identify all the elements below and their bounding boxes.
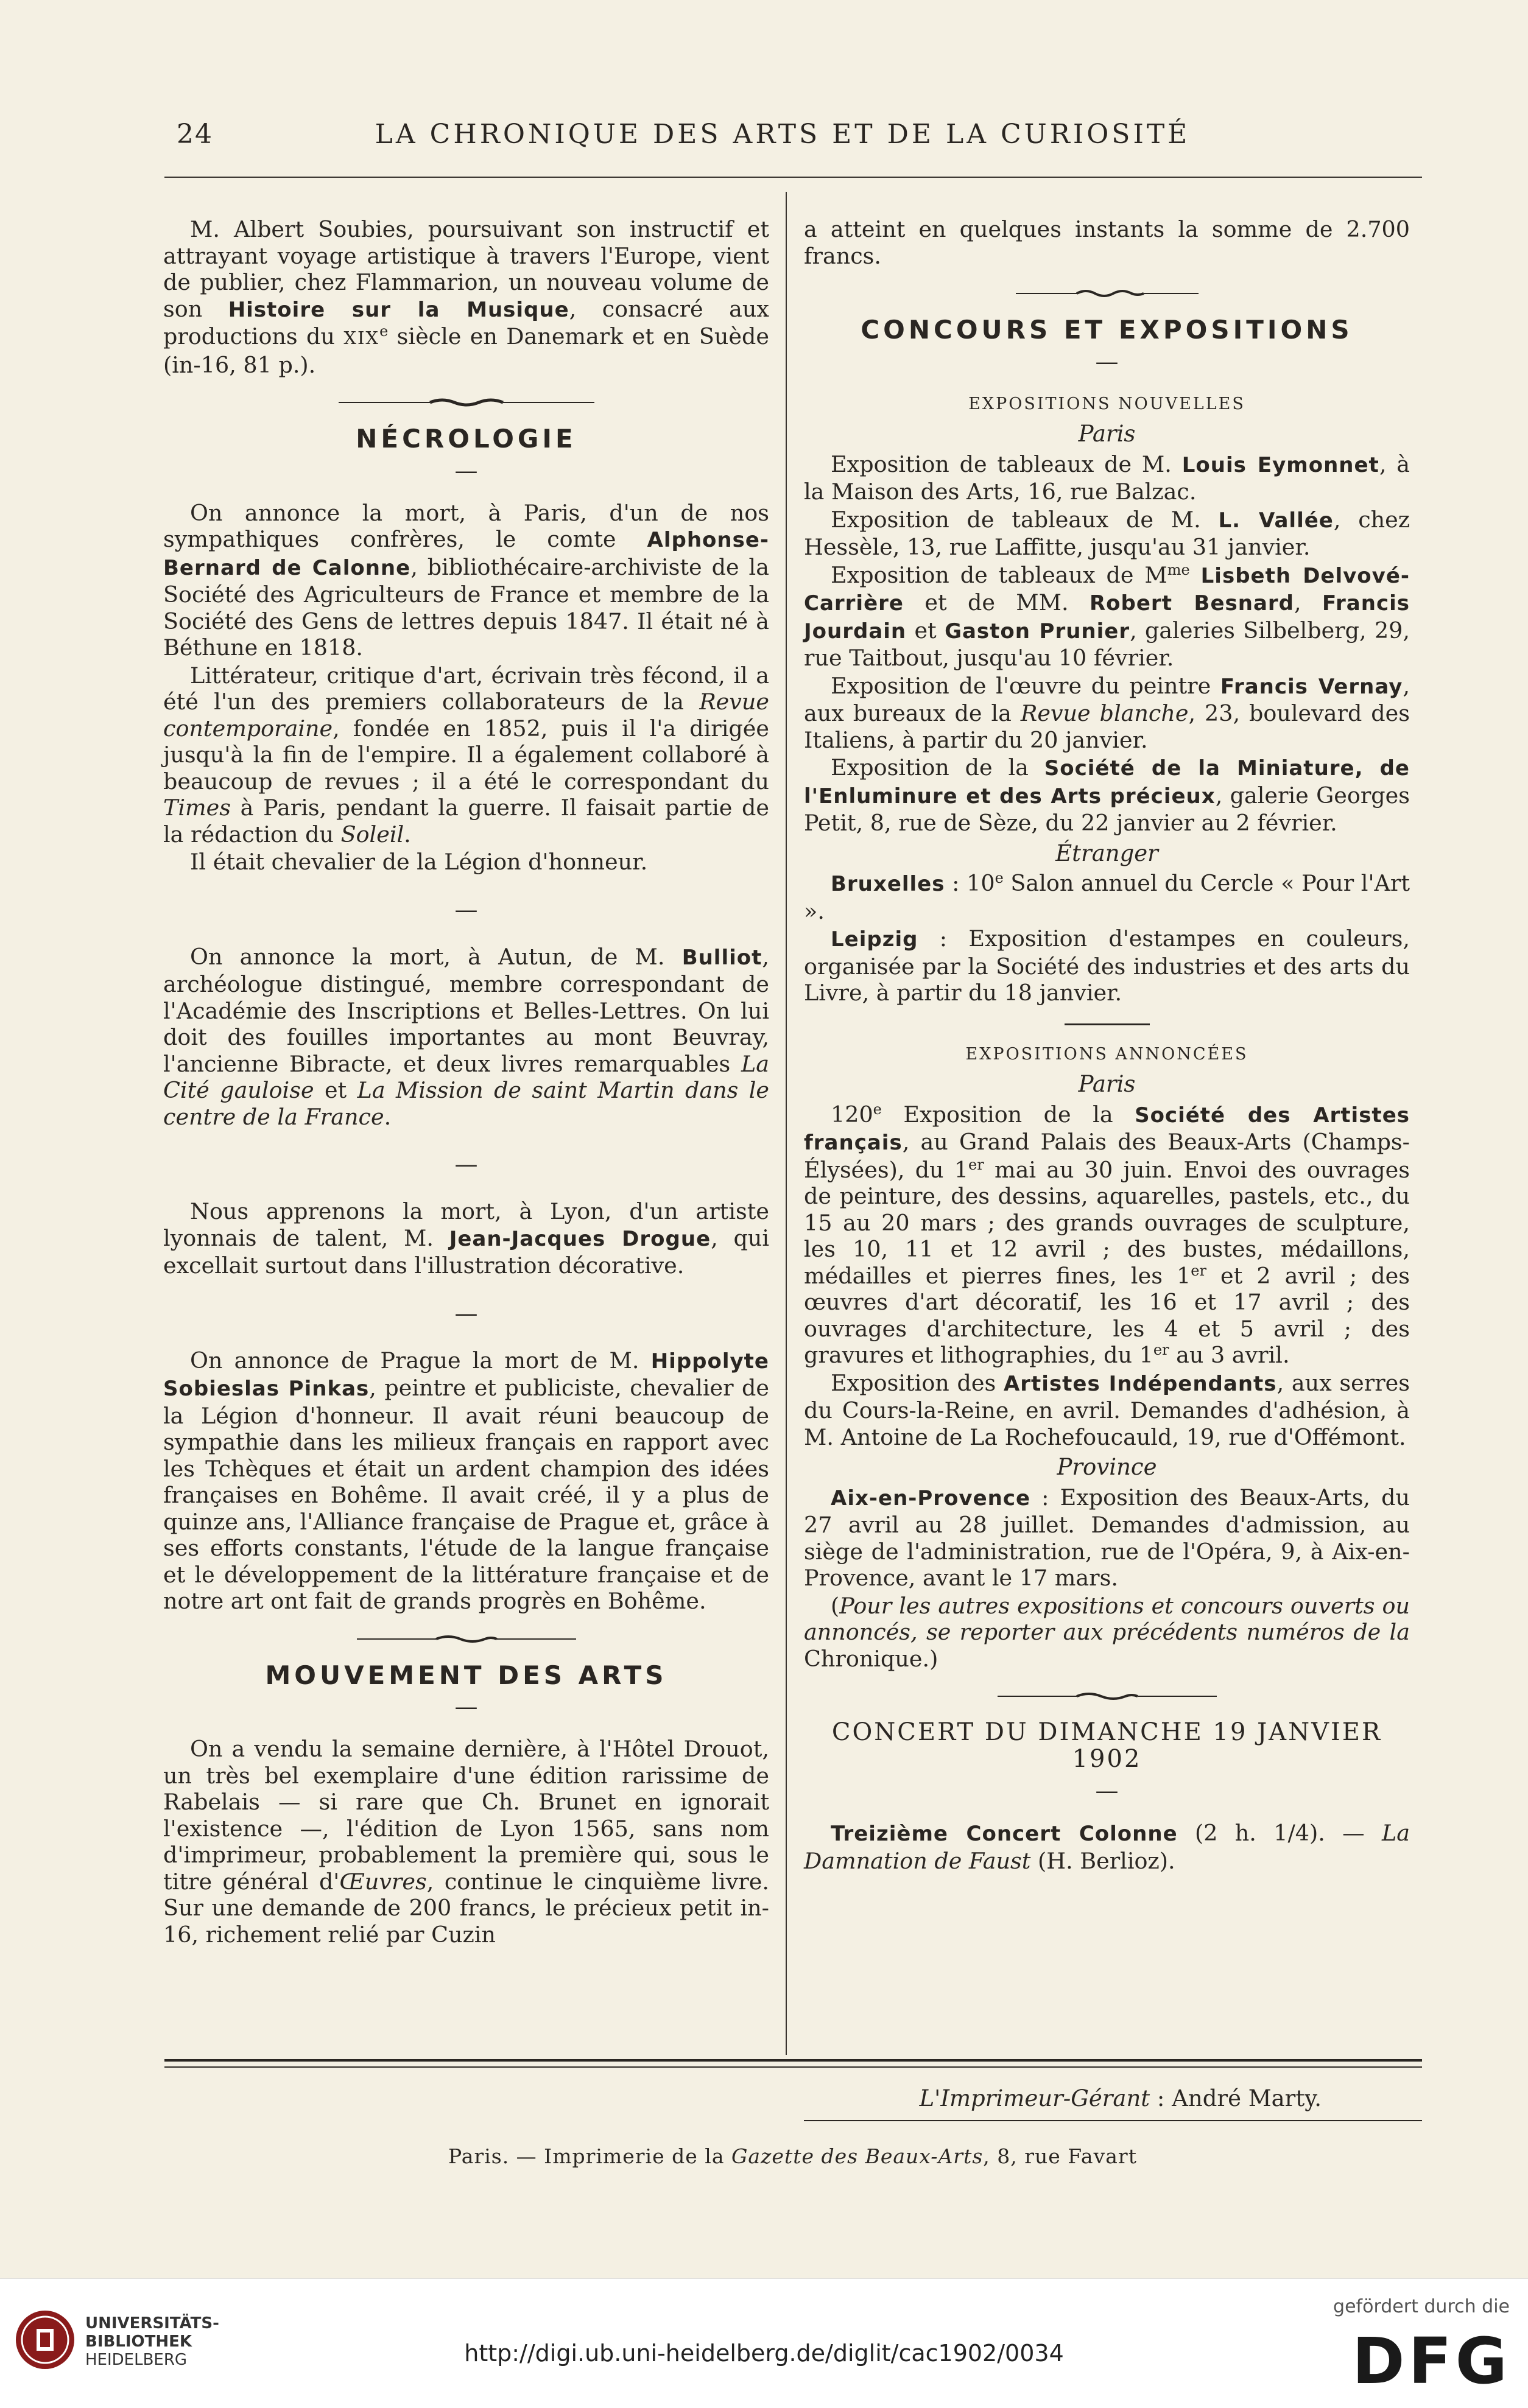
item-dash: — xyxy=(454,896,478,923)
page-number: 24 xyxy=(177,119,213,150)
section-title-concert: CONCERT DU DIMANCHE 19 JANVIER 1902 xyxy=(831,1718,1382,1773)
item-dash: — xyxy=(454,1151,478,1178)
ornament-divider xyxy=(1016,287,1199,300)
annonce-aix: Aix-en-Provence : Exposition des Beaux-Arts, du 27 avril au 28 juillet. Demandes d'admission, au siège de l'administration, rue de l'Opéra, 9, à Aix-en-Provence, avant le 17 mars. xyxy=(804,1484,1410,1591)
permalink[interactable]: http://digi.ub.uni-heidelberg.de/diglit/cac1902/0034 xyxy=(464,2340,1064,2367)
annonce-renvoi: (Pour les autres expositions et concours ouverts ou annoncés, se reporter aux précédents numéros de la Chronique.) xyxy=(804,1592,1410,1672)
annonce-independants: Exposition des Artistes Indépendants, aux serres du Cours-la-Reine, en avril. Demandes d'adhésion, à M. Antoine de La Rochefoucauld, 19, rue d'Offémont. xyxy=(804,1369,1410,1450)
printer-line: Paris. — Imprimerie de la Gazette des Beaux-Arts, 8, rue Favart xyxy=(448,2144,1137,2168)
exposition-eymonnet: Exposition de tableaux de M. Louis Eymonnet, à la Maison des Arts, 16, rue Balzac. xyxy=(804,451,1410,505)
exposition-vernay: Exposition de l'œuvre du peintre Francis Vernay, aux bureaux de la Revue blanche, 23, boulevard des Italiens, à partir du 20 janvier. xyxy=(804,672,1410,753)
section-dash: — xyxy=(454,457,478,484)
necrology-calonne-3: Il était chevalier de la Légion d'honneur. xyxy=(190,849,648,875)
page-header xyxy=(177,119,1389,161)
imprimeur-rule xyxy=(804,2120,1422,2121)
exposition-delvove: Exposition de tableaux de $M^{me}$ Lisbeth Delvové-Carrière et de MM. Robert Besnard, Francis Jourdain et Gaston Prunier, galeries Silbelberg, 29, rue Taitbout, jusqu'au 10 février. xyxy=(804,561,1410,671)
footer-rule xyxy=(164,2059,1422,2062)
necrology-bulliot: On annonce la mort, à Autun, de M. Bulliot, archéologue distingué, membre correspondant de l'Académie des Inscriptions et Belles-Lettres. On lui doit des fouilles importantes au mont Beuvray, l'ancienne Bibracte, et deux livres remarquables La Cité gauloise et La Mission de saint Martin dans le centre de la France. xyxy=(163,943,770,1130)
imprimeur-gerant: L'Imprimeur-Gérant : André Marty. xyxy=(919,2085,1322,2111)
necrology-pinkas: On annonce de Prague la mort de M. Hippolyte Sobieslas Pinkas, peintre et publiciste, chevalier de la Légion d'honneur. Il avait réuni beaucoup de sympathie dans les milieux français en rapport avec les Tchèques et était un ardent champion des idées françaises en Bohême. Il avait créé, il y a plus de quinze ans, l'Alliance française de Prague et, grâce à ses efforts constants, l'étude de la langue française et le développement de la littérature française et de notre art ont fait de grands progrès en Bohême. xyxy=(163,1347,769,1614)
ornament-divider xyxy=(339,396,594,409)
section-dash: — xyxy=(1095,348,1119,375)
section-title-concours: CONCOURS ET EXPOSITIONS xyxy=(861,315,1353,345)
intro-paragraph: M. Albert Soubies, poursuivant son instructif et attrayant voyage artistique à travers l'Europe, vient de publier, chez Flammarion, un nouveau volume de son Histoire sur la Musique, consacré aux productions du XIXe siècle en Danemark et en Suède (in-16, 81 p.). xyxy=(163,216,769,378)
place-paris: Paris xyxy=(1078,1071,1136,1097)
continuation-paragraph: a atteint en quelques instants la somme de 2.700 francs. xyxy=(804,216,1410,269)
short-rule xyxy=(1065,1023,1150,1025)
place-province: Province xyxy=(1057,1454,1157,1480)
ornament-divider xyxy=(357,1633,576,1645)
place-paris: Paris xyxy=(1078,421,1136,447)
subhead-annoncees: EXPOSITIONS ANNONCÉES xyxy=(965,1044,1248,1064)
subhead-nouvelles: EXPOSITIONS NOUVELLES xyxy=(968,394,1245,413)
exposition-leipzig: Leipzig : Exposition d'estampes en couleurs, organisée par la Société des industries et des arts du Livre, à partir du 18 janvier. xyxy=(804,925,1410,1006)
section-title-mouvement: MOUVEMENT DES ARTS xyxy=(265,1660,667,1690)
section-title-necrologie: NÉCROLOGIE xyxy=(356,424,577,454)
ornament-divider xyxy=(998,1690,1217,1702)
necrology-calonne: On annonce la mort, à Paris, d'un de nos sympathiques confrères, le comte Alphonse-Bernard de Calonne, bibliothécaire-archiviste de la Société des Agriculteurs de France et membre de la Société des Gens de lettres depuis 1847. Il était né à Béthune en 1818. xyxy=(163,499,769,661)
necrology-calonne-2: Littérateur, critique d'art, écrivain très fécond, il a été l'un des premiers collaborateurs de la Revue contemporaine, fondée en 1852, puis il l'a dirigée jusqu'à la fin de l'empire. Il a également collaboré à beaucoup de revues ; il a été le correspondant du Times à Paris, pendant la guerre. Il faisait partie de la rédaction du Soleil. xyxy=(163,662,769,848)
right-column xyxy=(804,216,1410,1874)
section-dash: — xyxy=(1095,1777,1119,1804)
exposition-vallee: Exposition de tableaux de M. L. Vallée, chez Hessèle, 13, rue Laffitte, jusqu'au 31 janvier. xyxy=(804,506,1410,560)
annonce-artistes-francais: 120e Exposition de la Société des Artistes français, au Grand Palais des Beaux-Arts (Champs-Élysées), du 1er mai au 30 juin. Envoi des ouvrages de peinture, des dessins, aquarelles, pastels, etc., du 15 au 20 mars ; des grands ouvrages de sculpture, les 10, 11 et 12 avril ; des bustes, médaillons, médailles et pierres fines, les 1er et 2 avril ; des œuvres d'art décoratif, les 16 et 17 avril ; des ouvrages d'architecture, les 4 et 5 avril ; des gravures et lithographies, du 1er au 3 avril. xyxy=(804,1100,1410,1368)
running-head: LA CHRONIQUE DES ARTS ET DE LA CURIOSITÉ xyxy=(375,119,1191,150)
library-name: UNIVERSITÄTS- BIBLIOTHEK HEIDELBERG xyxy=(85,2314,219,2369)
item-dash: — xyxy=(454,1299,478,1327)
digitization-footer xyxy=(0,2278,1528,2408)
header-rule xyxy=(164,177,1422,178)
concert-colonne: Treizième Concert Colonne (2 h. 1/4). — La Damnation de Faust (H. Berlioz). xyxy=(804,1820,1410,1874)
left-column xyxy=(163,216,769,1948)
column-divider xyxy=(786,192,787,2055)
necrology-drogue: Nous apprenons la mort, à Lyon, d'un artiste lyonnais de talent, M. Jean-Jacques Drogue, qui excellait surtout dans l'illustration décorative. xyxy=(163,1198,769,1279)
footer-rule xyxy=(164,2066,1422,2068)
dfg-logo: DFG xyxy=(1352,2324,1511,2398)
mouvement-rabelais: On a vendu la semaine dernière, à l'Hôtel Drouot, un très bel exemplaire d'une édition rarissime de Rabelais — si rare que Ch. Brunet en ignorait l'existence —, l'édition de Lyon 1565, sans nom d'imprimeur, probablement la première qui, sous le titre général d'Œuvres, continue le cinquième livre. Sur une demande de 200 francs, le précieux petit in-16, richement relié par Cuzin xyxy=(163,1736,769,1948)
exposition-miniature: Exposition de la Société de la Miniature, de l'Enluminure et des Arts précieux, galerie Georges Petit, 8, rue de Sèze, du 22 janvier au 2 février. xyxy=(804,754,1410,836)
exposition-bruxelles: Bruxelles : 10e Salon annuel du Cercle « Pour l'Art ». xyxy=(804,869,1410,924)
funded-by-label: gefördert durch die xyxy=(1333,2296,1510,2317)
place-etranger: Étranger xyxy=(1055,840,1158,866)
section-dash: — xyxy=(454,1693,478,1720)
